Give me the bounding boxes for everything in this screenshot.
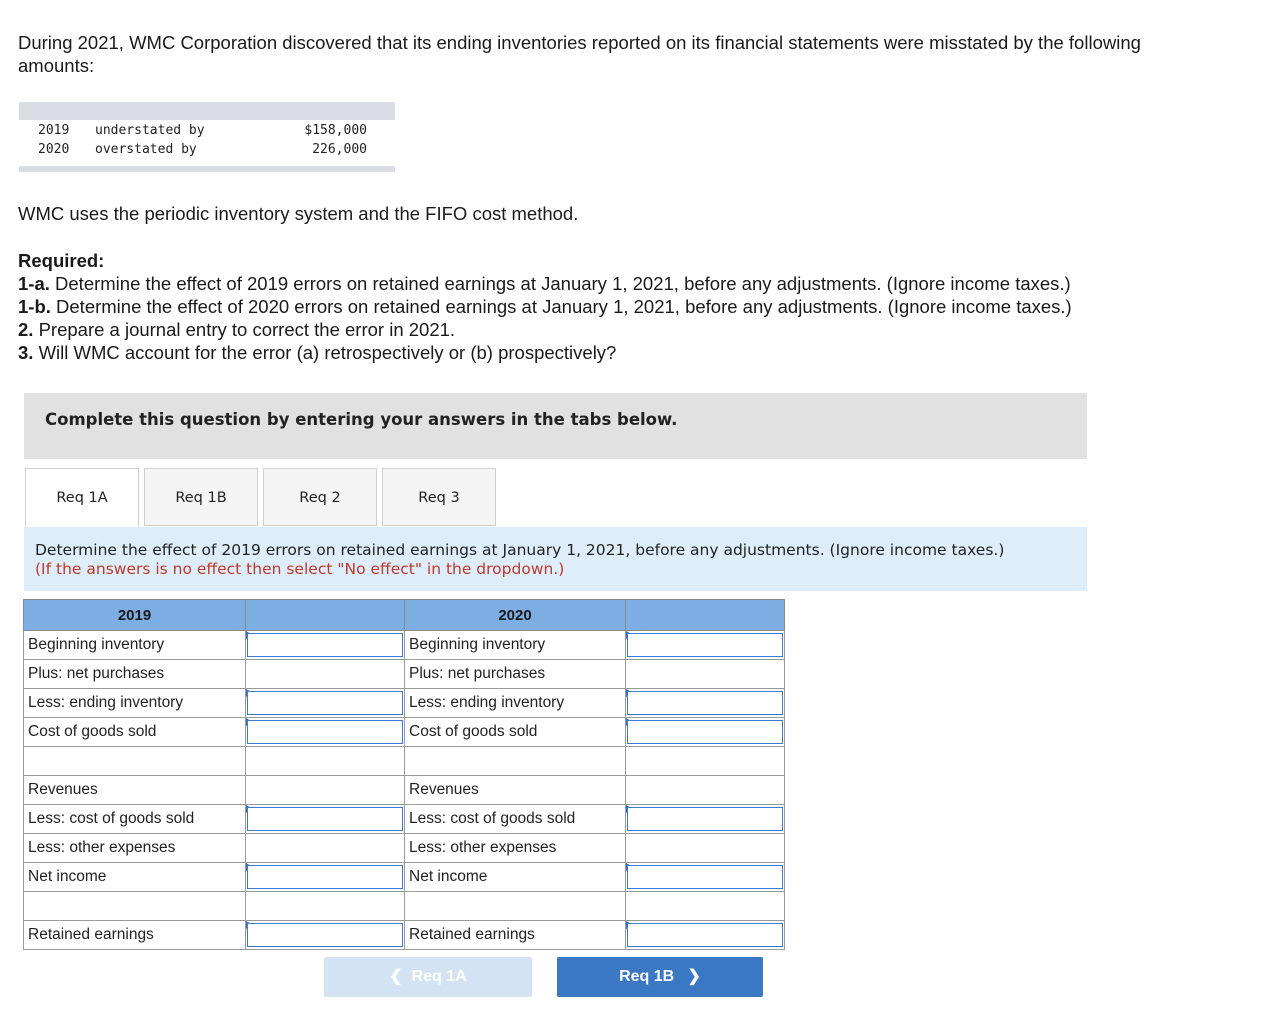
tab-req-1a[interactable]: Req 1A bbox=[25, 468, 139, 528]
table-row bbox=[24, 805, 785, 834]
complete-text: Complete this question by entering your answers in the tabs below. bbox=[45, 410, 678, 429]
answer-cell bbox=[246, 631, 405, 660]
answer-cell bbox=[626, 863, 785, 892]
table-row bbox=[24, 631, 785, 660]
answer-dropdown[interactable] bbox=[627, 691, 783, 715]
answer-cell bbox=[626, 921, 785, 950]
table-bottom-bar bbox=[19, 166, 395, 172]
error-amount: $158,000 bbox=[304, 123, 367, 138]
answer-dropdown[interactable] bbox=[247, 720, 403, 744]
answer-cell bbox=[246, 718, 405, 747]
table-row bbox=[24, 892, 785, 921]
row-label bbox=[24, 892, 246, 921]
required-text: Will WMC account for the error (a) retrospectively or (b) prospectively? bbox=[33, 342, 617, 363]
empty-cell bbox=[626, 776, 785, 805]
required-heading: Required: bbox=[18, 250, 105, 271]
row-label: Plus: net purchases bbox=[405, 660, 626, 689]
chevron-left-icon: ❮ bbox=[389, 968, 403, 985]
complete-banner bbox=[24, 393, 1087, 459]
answer-dropdown[interactable] bbox=[627, 720, 783, 744]
column-header-blank bbox=[246, 600, 405, 631]
error-year: 2020 bbox=[38, 142, 70, 157]
row-label: Less: cost of goods sold bbox=[405, 805, 626, 834]
tab-req-3[interactable]: Req 3 bbox=[382, 468, 496, 526]
answer-cell bbox=[626, 631, 785, 660]
required-item bbox=[18, 295, 1072, 318]
row-label: Less: other expenses bbox=[405, 834, 626, 863]
row-label: Plus: net purchases bbox=[24, 660, 246, 689]
required-section bbox=[18, 249, 1072, 364]
answer-cell bbox=[246, 689, 405, 718]
empty-cell bbox=[246, 892, 405, 921]
answer-cell bbox=[626, 805, 785, 834]
empty-cell bbox=[626, 747, 785, 776]
empty-cell bbox=[246, 747, 405, 776]
column-header-2019: 2019 bbox=[24, 600, 246, 631]
chevron-right-icon: ❯ bbox=[687, 968, 701, 985]
error-desc: overstated by bbox=[95, 142, 197, 157]
row-label: Retained earnings bbox=[405, 921, 626, 950]
empty-cell bbox=[626, 660, 785, 689]
error-year: 2019 bbox=[38, 123, 70, 138]
required-text: Prepare a journal entry to correct the error in 2021. bbox=[33, 319, 456, 340]
column-header-2020: 2020 bbox=[405, 600, 626, 631]
answer-cell bbox=[246, 805, 405, 834]
next-button[interactable] bbox=[557, 957, 763, 997]
required-item bbox=[18, 272, 1072, 295]
row-label: Net income bbox=[24, 863, 246, 892]
tab-req-1b[interactable]: Req 1B bbox=[144, 468, 258, 526]
table-row bbox=[24, 660, 785, 689]
row-label: Beginning inventory bbox=[405, 631, 626, 660]
row-label: Less: ending inventory bbox=[405, 689, 626, 718]
row-label: Beginning inventory bbox=[24, 631, 246, 660]
table-row bbox=[24, 747, 785, 776]
table-row bbox=[24, 921, 785, 950]
table-row bbox=[24, 718, 785, 747]
column-header-blank bbox=[626, 600, 785, 631]
answer-dropdown[interactable] bbox=[627, 865, 783, 889]
empty-cell bbox=[626, 892, 785, 921]
required-num: 2. bbox=[18, 319, 34, 340]
method-text: WMC uses the periodic inventory system and the FIFO cost method. bbox=[18, 203, 579, 224]
intro-text: During 2021, WMC Corporation discovered that its ending inventories reported on its financial statements were misstated by the following amounts: bbox=[18, 32, 1141, 76]
required-item bbox=[18, 341, 1072, 364]
answer-dropdown[interactable] bbox=[247, 691, 403, 715]
row-label: Less: ending inventory bbox=[24, 689, 246, 718]
worksheet-table bbox=[23, 599, 785, 950]
tab-req-2[interactable]: Req 2 bbox=[263, 468, 377, 526]
row-label bbox=[405, 747, 626, 776]
answer-cell bbox=[246, 921, 405, 950]
error-desc: understated by bbox=[95, 123, 205, 138]
row-label: Less: cost of goods sold bbox=[24, 805, 246, 834]
empty-cell bbox=[246, 660, 405, 689]
required-num: 1-b. bbox=[18, 296, 51, 317]
next-label: Req 1B bbox=[619, 968, 675, 985]
instruction-note: (If the answers is no effect then select "No effect" in the dropdown.) bbox=[35, 560, 565, 578]
required-text: Determine the effect of 2019 errors on retained earnings at January 1, 2021, before any adjustments. (Ignore income taxes.) bbox=[49, 273, 1071, 294]
table-row bbox=[24, 776, 785, 805]
answer-cell bbox=[246, 863, 405, 892]
answer-dropdown[interactable] bbox=[627, 633, 783, 657]
required-num: 3. bbox=[18, 342, 34, 363]
table-top-bar bbox=[19, 102, 395, 120]
misstatement-table bbox=[19, 102, 395, 172]
instruction-panel bbox=[24, 527, 1087, 591]
row-label: Revenues bbox=[24, 776, 246, 805]
row-label: Net income bbox=[405, 863, 626, 892]
required-text: Determine the effect of 2020 errors on retained earnings at January 1, 2021, before any adjustments. (Ignore income taxes.) bbox=[50, 296, 1072, 317]
row-label: Less: other expenses bbox=[24, 834, 246, 863]
answer-cell bbox=[626, 689, 785, 718]
required-num: 1-a. bbox=[18, 273, 50, 294]
answer-dropdown[interactable] bbox=[627, 807, 783, 831]
row-label: Revenues bbox=[405, 776, 626, 805]
row-label bbox=[405, 892, 626, 921]
answer-cell bbox=[626, 718, 785, 747]
instruction-text: Determine the effect of 2019 errors on retained earnings at January 1, 2021, before any adjustments. (Ignore income taxes.) bbox=[35, 541, 1005, 559]
table-row bbox=[24, 863, 785, 892]
answer-dropdown[interactable] bbox=[247, 807, 403, 831]
empty-cell bbox=[246, 834, 405, 863]
answer-dropdown[interactable] bbox=[247, 633, 403, 657]
prev-label: Req 1A bbox=[411, 968, 467, 985]
row-label bbox=[24, 747, 246, 776]
row-label: Cost of goods sold bbox=[24, 718, 246, 747]
answer-dropdown[interactable] bbox=[627, 923, 783, 947]
error-amount: 226,000 bbox=[312, 142, 367, 157]
row-label: Retained earnings bbox=[24, 921, 246, 950]
empty-cell bbox=[246, 776, 405, 805]
row-label: Cost of goods sold bbox=[405, 718, 626, 747]
answer-dropdown[interactable] bbox=[247, 865, 403, 889]
table-row bbox=[24, 689, 785, 718]
required-item bbox=[18, 318, 1072, 341]
table-row bbox=[24, 834, 785, 863]
prev-button[interactable] bbox=[324, 957, 532, 997]
empty-cell bbox=[626, 834, 785, 863]
answer-dropdown[interactable] bbox=[247, 923, 403, 947]
